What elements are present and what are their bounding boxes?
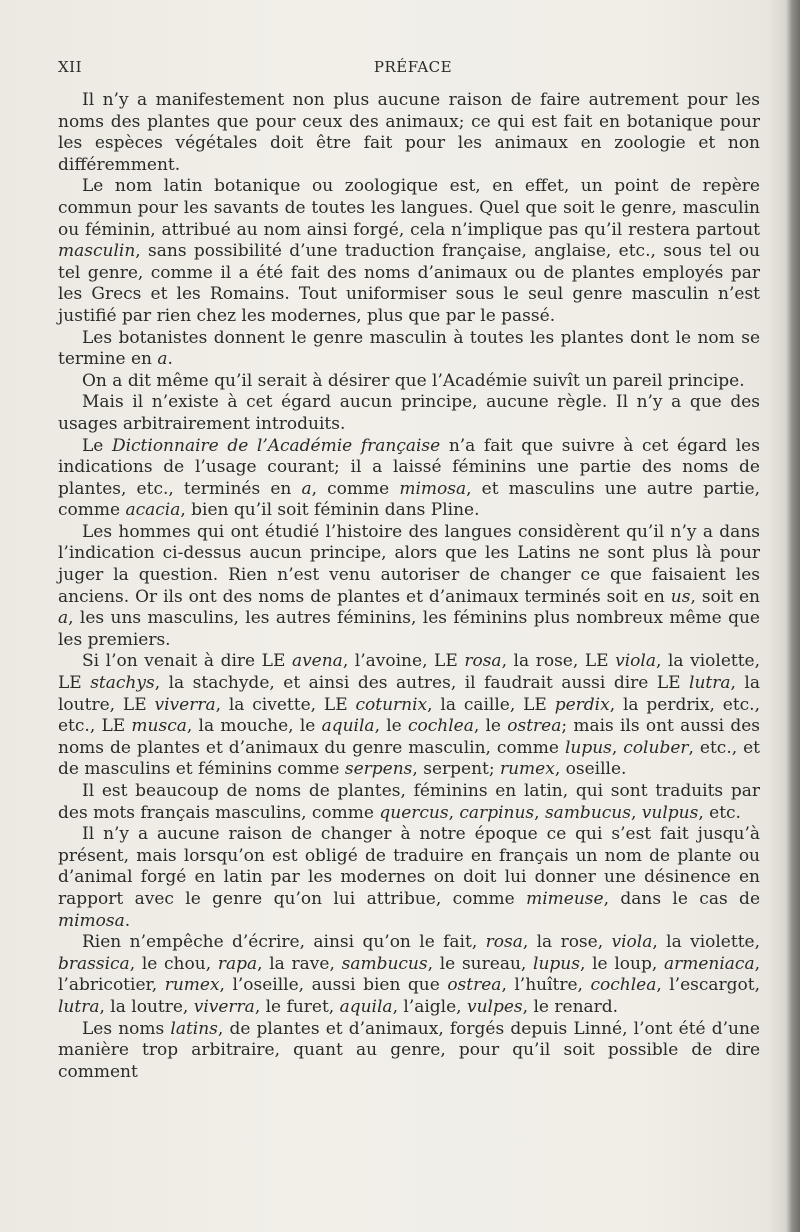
italic-term: lutra — [689, 673, 731, 694]
italic-term: quercus — [379, 802, 449, 823]
text-segment: Il n’y a aucune raison de changer à notre époque ce qui s’est fait jusqu’à présent, mais lorsqu’on est obligé de traduire en français un nom de plante ou d’animal forgé en latin par les modernes on doit lui donner une désinence en rapport avec le genre qu’on lui attribue, comme — [58, 824, 760, 909]
italic-term: sambucus — [544, 802, 631, 823]
text-segment: , le — [374, 716, 408, 737]
running-title: PRÉFACE — [373, 58, 453, 76]
text-segment: Le nom latin botanique ou zoologique est, en effet, un point de repère commun pour les savants de toutes les langues. Quel que soit le genre, masculin ou féminin, attribué au nom ainsi forgé, cela n’implique pas qu’il restera partout — [58, 176, 760, 240]
text-segment: , l’abricotier, — [58, 953, 760, 996]
text-segment: , le chou, — [129, 953, 218, 974]
italic-term: cochlea — [590, 975, 657, 996]
italic-term: musca — [131, 716, 187, 737]
paragraph — [58, 90, 760, 176]
text-segment: , la rose, — [522, 932, 612, 953]
italic-term: vulpes — [467, 996, 523, 1017]
text-segment: , les uns masculins, les autres féminins, les féminins plus nombreux même que les premiers. — [58, 608, 760, 650]
text-segment: , le renard. — [522, 996, 619, 1017]
text-segment: , soit en — [690, 586, 760, 607]
text-segment: , etc., et de masculins et féminins comme — [58, 737, 760, 780]
text-segment: , la perdrix, etc., etc., LE — [58, 694, 760, 737]
text-segment: , la caille, LE — [427, 694, 555, 715]
italic-term: viverra — [154, 694, 216, 715]
italic-term: us — [670, 586, 691, 607]
italic-term: latins — [170, 1018, 218, 1039]
paragraph — [58, 176, 760, 327]
italic-term: acacia — [125, 500, 181, 521]
text-segment: , sans possibilité d’une traduction française, anglaise, etc., sous tel ou tel genre, comme il a été fait des noms d’animaux ou de plantes employés par les Grecs et les Romains. Tout uniformiser sous le seul genre masculin n’est justifié par rien chez les modernes, plus que par le passé. — [58, 241, 760, 326]
italic-term: mimosa — [399, 478, 467, 499]
text-segment: . — [167, 349, 173, 370]
text-segment: , la violette, — [652, 932, 760, 953]
text-segment: , serpent; — [412, 759, 500, 780]
italic-term: stachys — [90, 673, 155, 694]
text-segment: , l’oseille, aussi bien que — [219, 975, 448, 996]
italic-term: ostrea — [507, 716, 562, 737]
text-segment: , l’huître, — [501, 975, 591, 996]
italic-term: coluber — [623, 737, 689, 758]
italic-term: brassica — [58, 953, 130, 974]
italic-term: rumex — [499, 759, 555, 780]
text-segment: n’a fait que suivre à cet égard les indications de l’usage courant; il a laissé féminins une partie des noms de plantes, etc., terminés en — [58, 435, 760, 499]
page-number: XII — [58, 58, 83, 76]
italic-term: serpens — [344, 759, 413, 780]
text-segment: On a dit même qu’il serait à désirer que l’Académie suivît un pareil principe. — [82, 370, 745, 391]
text-segment: , — [611, 737, 624, 758]
text-segment: , l’avoine, LE — [342, 651, 465, 672]
italic-term: a — [301, 478, 312, 499]
text-segment: , le — [473, 716, 508, 737]
page-edge-shadow — [786, 0, 800, 1232]
text-segment: , la rave, — [257, 953, 342, 974]
text-segment: , la rose, LE — [501, 651, 616, 672]
text-segment: , la loutre, LE — [58, 673, 760, 715]
italic-term: aquila — [321, 716, 375, 737]
italic-term: rosa — [464, 651, 502, 672]
italic-term: a — [58, 608, 69, 629]
text-segment: ; mais ils ont aussi des noms de plantes et d’animaux du genre masculin, comme — [58, 716, 760, 758]
italic-term: carpinus — [459, 802, 535, 823]
text-segment: , oseille. — [554, 759, 627, 780]
paragraph — [58, 436, 760, 522]
italic-term: sambucus — [341, 953, 428, 974]
text-segment: Il n’y a manifestement non plus aucune raison de faire autrement pour les noms des plantes que pour ceux des animaux; ce qui est fait en botanique pour les espèces végétales doit être fait pour les animaux en zoologie et non différemment. — [58, 90, 760, 175]
italic-term: avena — [291, 651, 343, 672]
italic-term: armeniaca — [663, 953, 755, 974]
italic-term: cochlea — [407, 716, 474, 737]
text-segment: . — [124, 910, 131, 931]
text-segment: , la civette, LE — [215, 694, 356, 715]
text-segment: Rien n’empêche d’écrire, ainsi qu’on le fait, — [82, 932, 486, 953]
italic-term: lupus — [564, 737, 612, 758]
italic-term: coturnix — [355, 694, 428, 715]
italic-term: vulpus — [641, 802, 699, 823]
paragraph — [58, 392, 760, 435]
paragraph — [58, 1019, 760, 1084]
text-segment: , l’escargot, — [656, 975, 761, 996]
italic-term: rapa — [217, 953, 258, 974]
text-segment: , comme — [311, 478, 400, 499]
text-segment: Les hommes qui ont étudié l’histoire des langues considèrent qu’il n’y a dans l’indication ci-dessus aucun principe, alors que les Latins ne sont plus là pour juger la question. Rien n’est venu autoriser de changer ce que faisaient les anciens. Or ils ont des noms de plantes et d’animaux terminés soit en — [58, 521, 760, 607]
text-segment: Le — [82, 435, 112, 456]
italic-term: perdix — [554, 694, 610, 715]
text-segment: , — [630, 802, 642, 823]
body-text — [58, 90, 760, 1083]
text-segment: , l’aigle, — [392, 996, 467, 1017]
italic-term: rosa — [485, 932, 523, 953]
text-segment: Les noms — [82, 1018, 171, 1039]
italic-term: rumex — [164, 975, 220, 996]
text-segment: Mais il n’existe à cet égard aucun principe, aucune règle. Il n’y a que des usages arbitrairement introduits. — [58, 392, 760, 434]
paragraph — [58, 328, 760, 371]
text-segment: , la mouche, le — [186, 716, 322, 737]
text-segment: , le sureau, — [427, 953, 534, 974]
paragraph — [58, 824, 760, 932]
italic-term: mimeuse — [526, 888, 604, 909]
italic-term: viverra — [193, 996, 255, 1017]
text-segment: Si l’on venait à dire LE — [82, 651, 292, 672]
text-segment: , de plantes et d’animaux, forgés depuis Linné, l’ont été d’une manière trop arbitraire, quant au genre, pour qu’il soit possible de dire comment — [58, 1018, 760, 1082]
text-segment: , etc. — [698, 802, 741, 823]
text-segment: , la violette, LE — [58, 651, 761, 694]
italic-term: lupus — [533, 953, 580, 974]
paragraph — [58, 522, 760, 652]
text-segment: , le loup, — [579, 953, 664, 974]
italic-term: mimosa — [58, 910, 125, 931]
page-header — [58, 58, 768, 80]
italic-term: ostrea — [447, 975, 502, 996]
italic-term: masculin — [58, 241, 136, 262]
text-segment: , et masculins une autre partie, comme — [58, 478, 760, 521]
text-segment: , la stachyde, et ainsi des autres, il faudrait aussi dire LE — [154, 673, 690, 694]
text-segment: , — [534, 802, 545, 823]
paragraph — [58, 651, 760, 781]
italic-term: viola — [615, 651, 656, 672]
text-segment: Il est beaucoup de noms de plantes, féminins en latin, qui sont traduits par des mots français masculins, comme — [58, 781, 760, 823]
text-segment: , la loutre, — [99, 996, 194, 1017]
paragraph — [58, 932, 760, 1018]
text-segment: , — [448, 802, 460, 823]
paragraph — [58, 371, 760, 393]
italic-term: viola — [611, 932, 653, 953]
italic-term: a — [157, 349, 168, 370]
text-segment: , bien qu’il soit féminin dans Pline. — [180, 500, 480, 521]
italic-term: Dictionnaire de l’Académie française — [111, 435, 441, 456]
text-segment: Les botanistes donnent le genre masculin à toutes les plantes dont le nom se termine en — [58, 327, 760, 370]
text-segment: , dans le cas de — [603, 888, 760, 909]
italic-term: lutra — [58, 996, 100, 1017]
text-segment: , le furet, — [254, 996, 340, 1017]
paragraph — [58, 781, 760, 824]
italic-term: aquila — [339, 996, 393, 1017]
